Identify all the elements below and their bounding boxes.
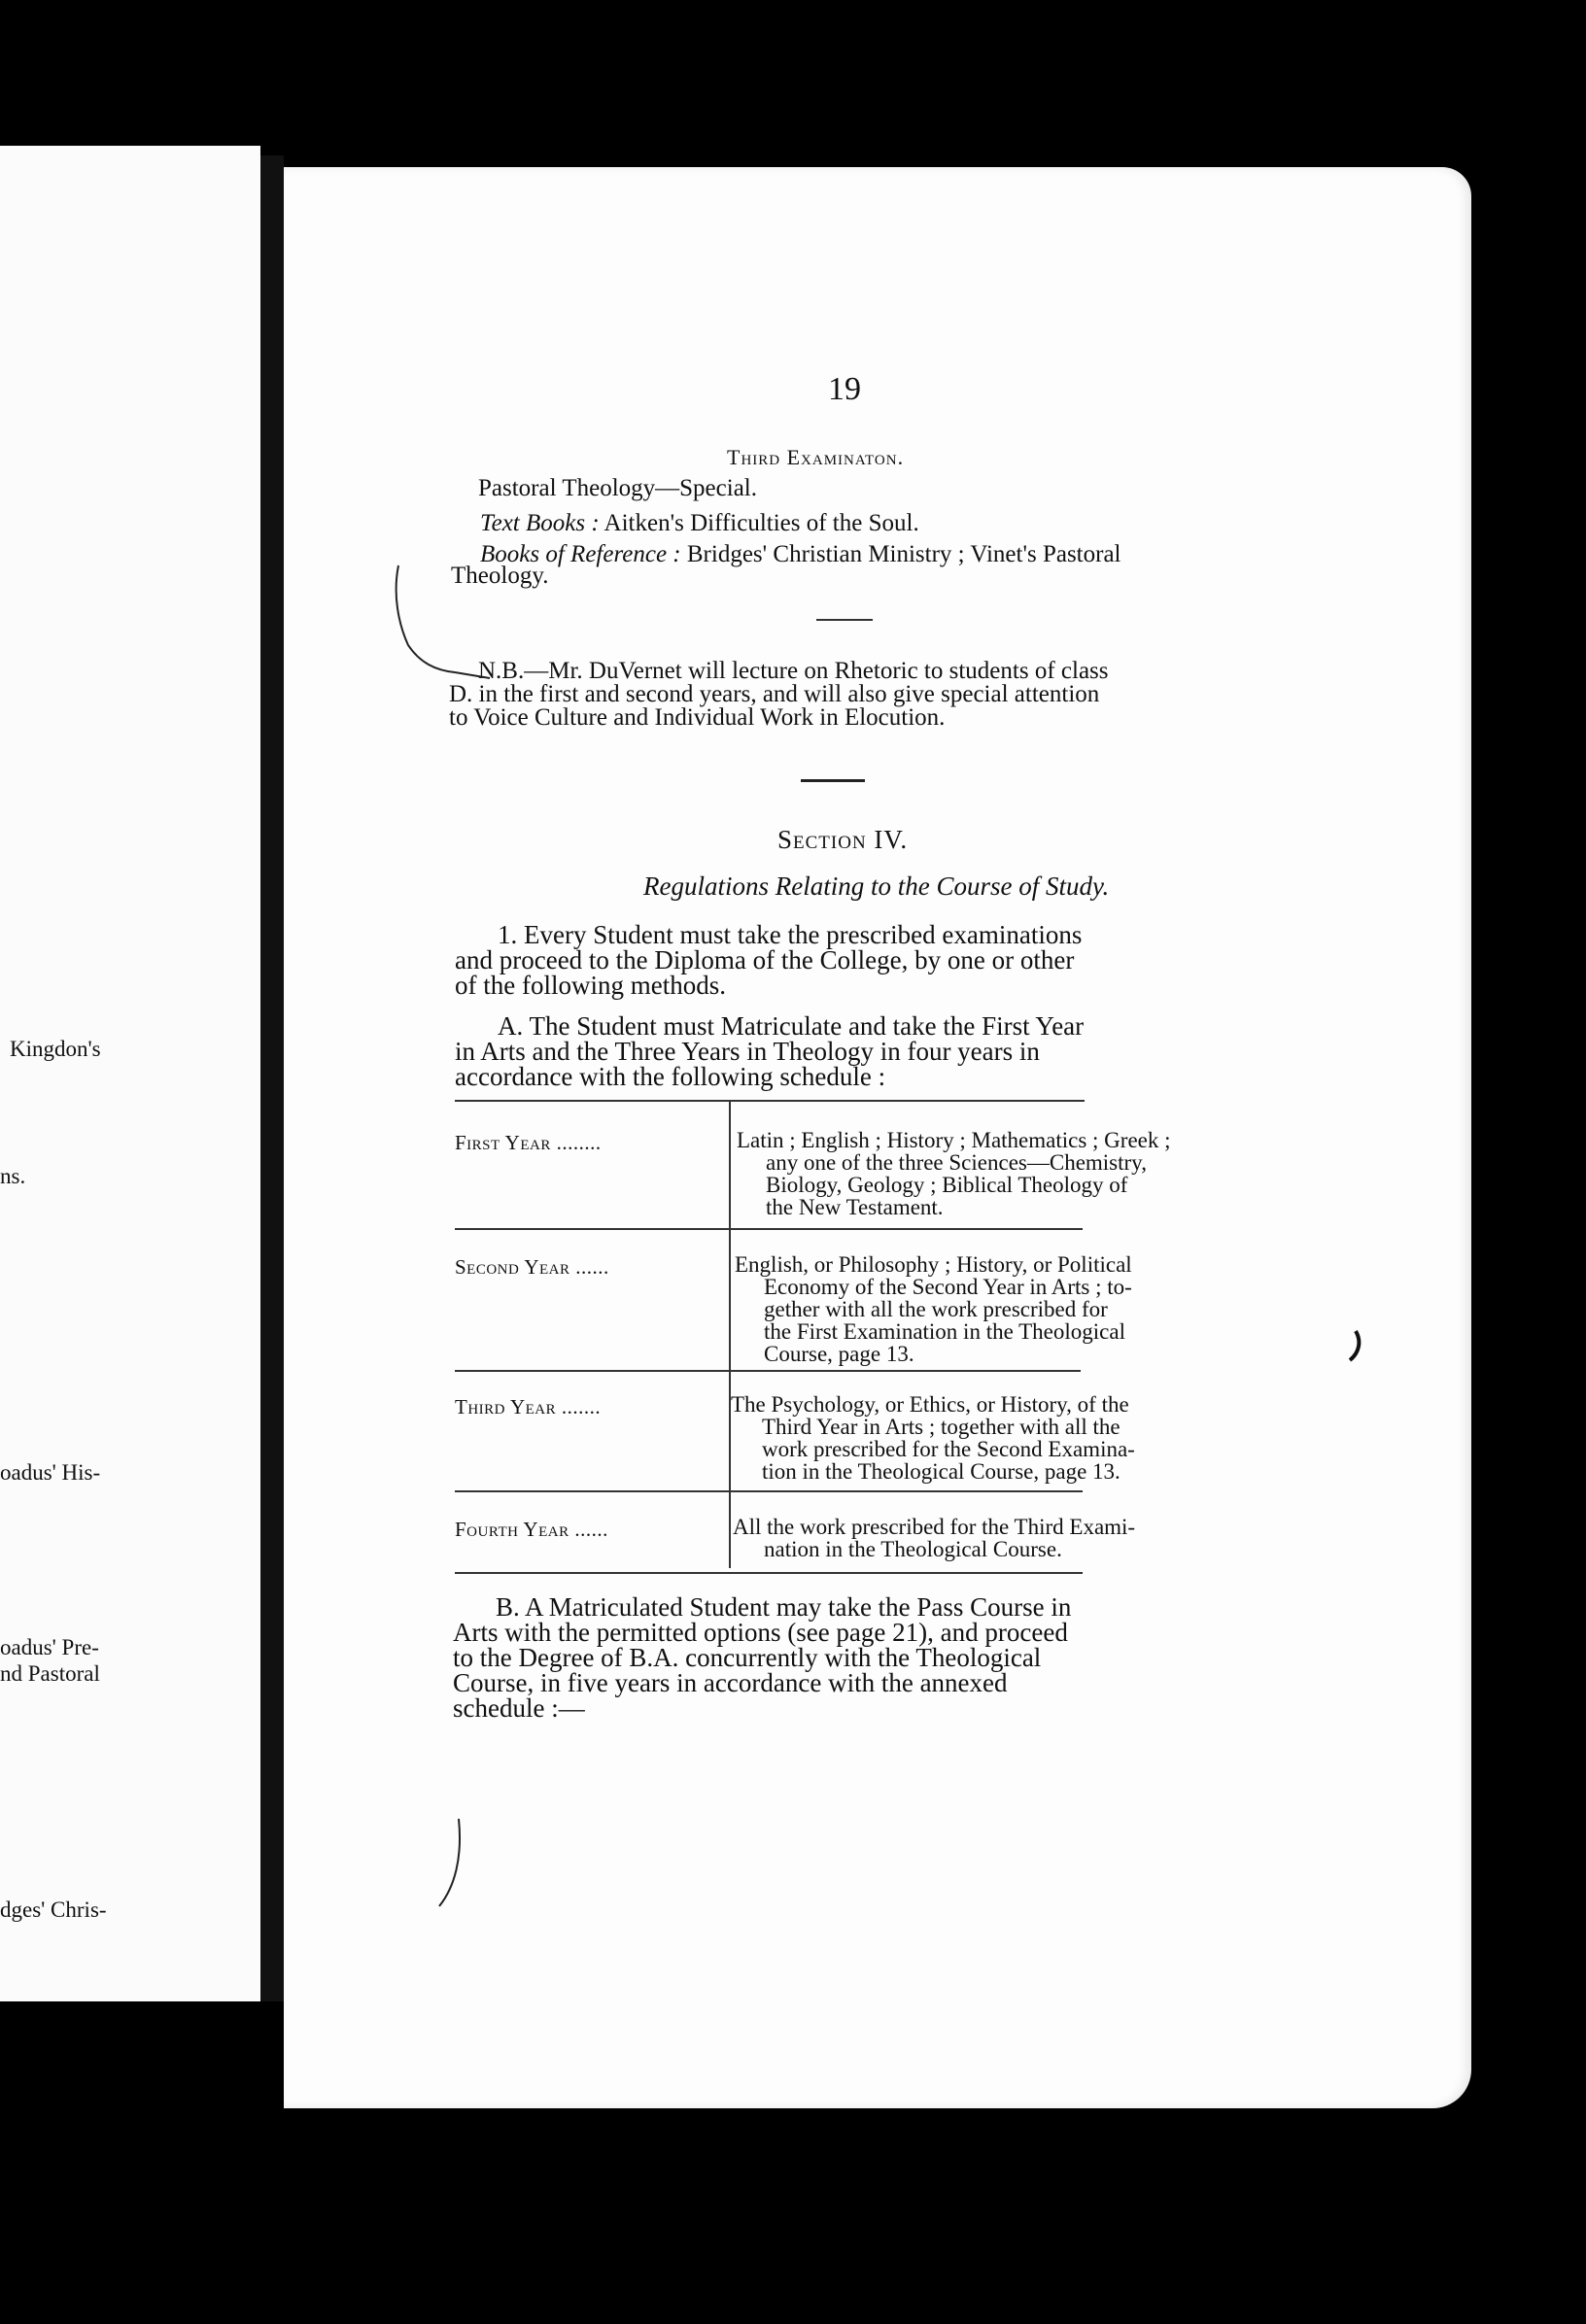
schedule-line: the First Examination in the Theological (764, 1319, 1125, 1344)
page-number: 19 (828, 371, 861, 407)
book-page (284, 167, 1471, 2108)
paragraph-a-line: accordance with the following schedule : (455, 1062, 886, 1091)
left-fragment: oadus' His- (0, 1460, 101, 1485)
paragraph-b-line: Arts with the permitted options (see page 21), and proceed (453, 1618, 1068, 1647)
schedule-line: gether with all the work prescribed for (764, 1297, 1108, 1321)
schedule-line: the New Testament. (766, 1195, 944, 1219)
left-fragment: ns. (0, 1164, 26, 1188)
schedule-line: Biology, Geology ; Biblical Theology of (766, 1173, 1128, 1197)
reference-value: Bridges' Christian Ministry ; Vinet's Pastoral (686, 541, 1121, 567)
text-books-label: Text Books : (480, 510, 600, 536)
paragraph-b-line: to the Degree of B.A. concurrently with the Theological (453, 1643, 1042, 1672)
schedule-line: Course, page 13. (764, 1342, 914, 1366)
paragraph-1-line: and proceed to the Diploma of the College, by one or other (455, 945, 1075, 974)
third-exam-heading: Third Examinaton. (727, 445, 905, 469)
schedule-line: Latin ; English ; History ; Mathematics ; Greek ; (737, 1128, 1171, 1152)
text-books-value: Aitken's Difficulties of the Soul. (603, 510, 919, 536)
left-facing-page (0, 146, 260, 2001)
nb-line: to Voice Culture and Individual Work in Elocution. (449, 704, 946, 731)
book-gutter (260, 155, 284, 2001)
paragraph-1-line: of the following methods. (455, 971, 726, 1000)
left-fragment: dges' Chris- (0, 1897, 107, 1922)
schedule-line: Economy of the Second Year in Arts ; to- (764, 1275, 1132, 1299)
schedule-line: any one of the three Sciences—Chemistry, (766, 1150, 1147, 1175)
left-fragment: nd Pastoral (0, 1661, 100, 1686)
schedule-line: Third Year in Arts ; together with all the (762, 1415, 1121, 1439)
third-exam-subject: Pastoral Theology—Special. (478, 475, 757, 501)
nb-line: D. in the first and second years, and will also give special attention (449, 681, 1100, 707)
schedule-year-first: First Year ........ (455, 1131, 602, 1154)
section-subheading: Regulations Relating to the Course of Study. (643, 872, 1110, 901)
schedule-year-third: Third Year ....... (455, 1395, 602, 1418)
schedule-line: tion in the Theological Course, page 13. (762, 1459, 1121, 1484)
paragraph-a-line: A. The Student must Matriculate and take the First Year (498, 1011, 1085, 1041)
schedule-year-second: Second Year ...... (455, 1255, 609, 1279)
pencil-marks (284, 167, 1471, 2108)
paragraph-b-line: Course, in five years in accordance with the annexed (453, 1668, 1008, 1697)
section-heading: Section IV. (777, 825, 909, 854)
reference-label: Books of Reference : (480, 541, 681, 567)
paragraph-b-line: schedule :— (453, 1693, 585, 1723)
left-fragment: oadus' Pre- (0, 1635, 99, 1659)
schedule-line: All the work prescribed for the Third Exami- (733, 1515, 1136, 1539)
schedule-line: nation in the Theological Course. (764, 1537, 1062, 1561)
paragraph-a-line: in Arts and the Three Years in Theology in four years in (455, 1037, 1040, 1066)
schedule-line: The Psychology, or Ethics, or History, of the (731, 1392, 1129, 1417)
reference-continuation: Theology. (451, 563, 549, 589)
nb-line: N.B.—Mr. DuVernet will lecture on Rhetoric to students of class (478, 658, 1109, 684)
paragraph-1-line: 1. Every Student must take the prescribed examinations (498, 920, 1083, 949)
left-fragment: Kingdon's (10, 1037, 101, 1061)
schedule-year-fourth: Fourth Year ...... (455, 1518, 608, 1541)
paragraph-b-line: B. A Matriculated Student may take the Pass Course in (496, 1592, 1072, 1622)
schedule-line: work prescribed for the Second Examina- (762, 1437, 1135, 1461)
schedule-line: English, or Philosophy ; History, or Political (735, 1252, 1132, 1277)
